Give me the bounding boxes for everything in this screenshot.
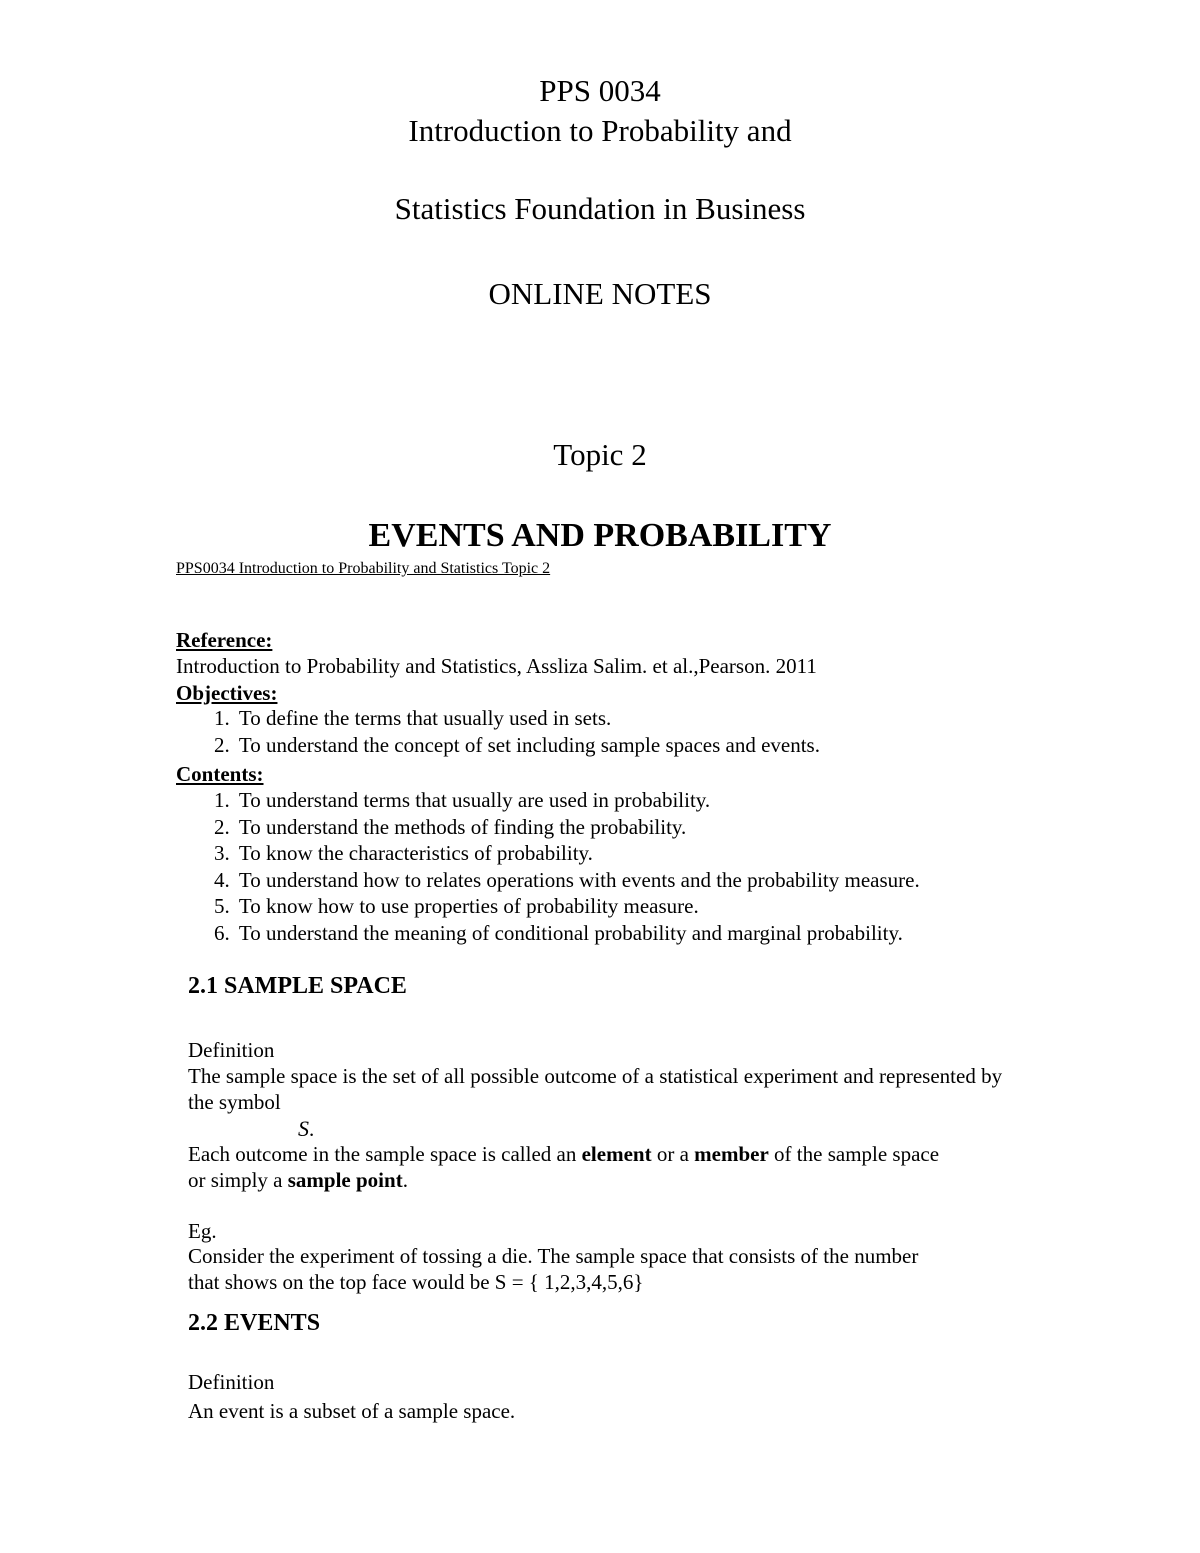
sample-space-symbol [298,1116,314,1142]
running-header: PPS0034 Introduction to Probability and Statistics Topic 2 [176,560,551,577]
list-item-text: To understand terms that usually are used in probability. [238,788,711,812]
element-line [188,1141,939,1167]
list-item-text: To know how to use properties of probability measure. [238,894,699,919]
example-label: Eg. [188,1219,217,1243]
section-2-1-title: 2.1 SAMPLE SPACE [188,973,407,999]
definition-line-2: the symbol [188,1090,281,1114]
list-item [214,840,920,867]
list-item-number: 6. [214,920,230,945]
course-code: PPS 0034 [539,73,661,108]
sample-point-term: sample point [287,1168,403,1192]
list-item-number: 1. [214,706,230,730]
course-title-line2: Statistics Foundation in Business [394,191,806,226]
example-line-2: that shows on the top face would be S = { 1,2,3,4,5,6} [188,1270,644,1294]
list-item-text: To define the terms that usually used in sets. [238,706,612,730]
objectives-label: Objectives: [176,681,278,705]
symbol-s: S [298,1116,309,1141]
definition-line-1: The sample space is the set of all possible outcome of a statistical experiment and represented by [188,1064,1003,1088]
symbol-period: . [309,1117,315,1141]
list-item-number: 4. [214,867,230,892]
list-item-number: 2. [214,814,230,839]
sample-point-line-end: . [402,1168,408,1192]
objectives-list [214,705,820,758]
element-line-mid: or a [651,1142,695,1166]
sample-point-line [188,1167,408,1193]
list-item-number: 5. [214,894,230,919]
topic-number: Topic 2 [553,437,647,472]
list-item-text: To know the characteristics of probability. [238,841,593,866]
list-item-text: To understand the concept of set including sample spaces and events. [238,732,820,757]
list-item-number: 2. [214,732,230,757]
element-line-start: Each outcome in the sample space is called an [188,1142,582,1166]
list-item [214,814,920,841]
definition-label: Definition [188,1038,275,1062]
list-item [214,787,920,814]
list-item-text: To understand the methods of finding the probability. [238,814,687,839]
list-item-text: To understand how to relates operations with events and the probability measure. [238,867,920,892]
contents-list [214,787,920,947]
list-item-number: 1. [214,788,230,812]
events-definition-label: Definition [188,1370,275,1394]
list-item [214,920,920,947]
example-line-1: Consider the experiment of tossing a die. The sample space that consists of the number [188,1244,919,1268]
list-item [214,732,820,759]
course-title-line1: Introduction to Probability and [408,113,792,148]
list-item [214,867,920,894]
online-notes-title: ONLINE NOTES [488,276,712,311]
reference-label: Reference: [176,628,273,652]
element-term: element [581,1142,652,1166]
list-item [214,705,820,732]
list-item-text: To understand the meaning of conditional probability and marginal probability. [238,920,903,945]
events-definition-text: An event is a subset of a sample space. [188,1399,516,1423]
contents-label: Contents: [176,762,264,786]
section-2-2-title: 2.2 EVENTS [188,1310,321,1336]
reference-text: Introduction to Probability and Statistics, Assliza Salim. et al.,Pearson. 2011 [176,654,817,678]
list-item [214,893,920,920]
sample-point-line-start: or simply a [188,1168,288,1192]
element-line-end: of the sample space [768,1142,940,1166]
topic-heading: EVENTS AND PROBABILITY [368,517,832,554]
list-item-number: 3. [214,841,230,866]
member-term: member [694,1142,769,1166]
